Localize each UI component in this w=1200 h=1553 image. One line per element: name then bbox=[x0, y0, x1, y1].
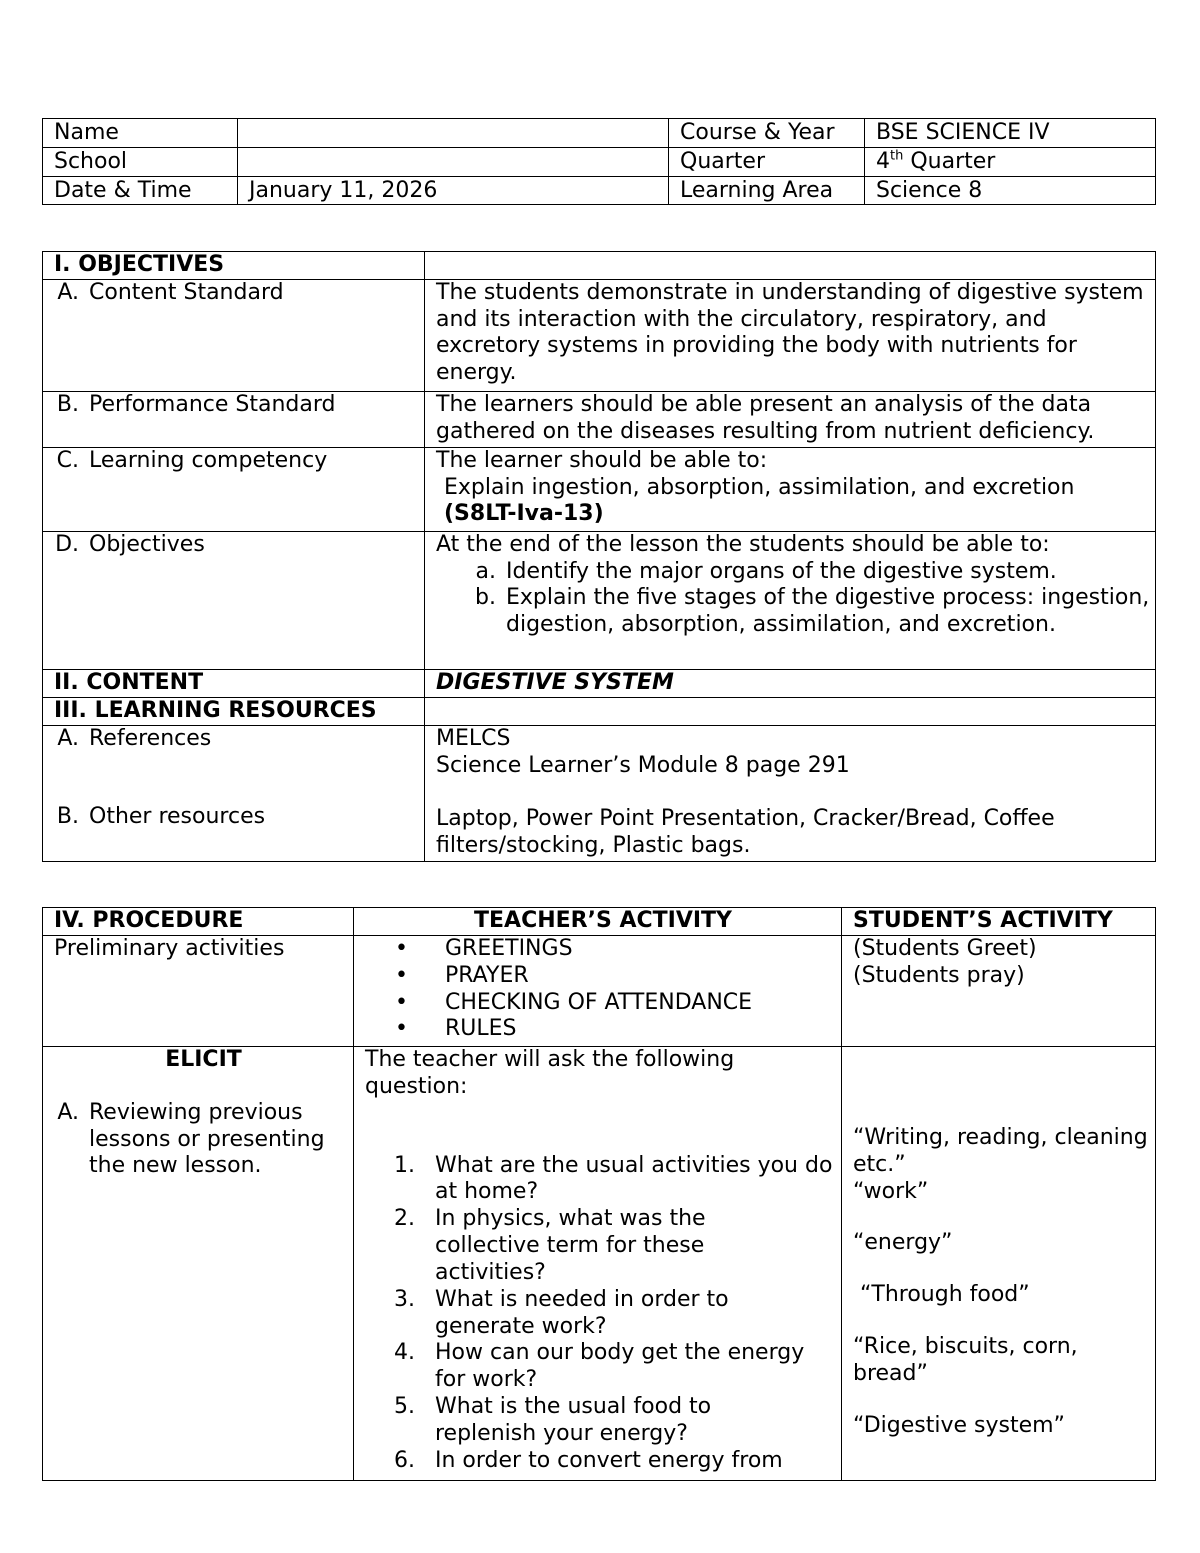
question-item bbox=[365, 1287, 841, 1341]
question-item bbox=[365, 1448, 841, 1475]
answer-1: “Writing, reading, cleaning etc.” bbox=[853, 1125, 1148, 1177]
objectives-intro: At the end of the lesson the students should be able to: bbox=[436, 531, 1050, 557]
info-row-school bbox=[43, 147, 1156, 176]
list-item bbox=[365, 1016, 841, 1043]
resources-row bbox=[43, 725, 1156, 861]
references-line1: MELCS bbox=[436, 725, 511, 751]
question-text: In order to convert energy from bbox=[435, 1447, 783, 1473]
answer-3: “energy” bbox=[853, 1230, 953, 1256]
list-item bbox=[365, 990, 841, 1017]
bullet-icon: • bbox=[395, 1016, 408, 1042]
prelim-item-text: RULES bbox=[445, 1016, 517, 1042]
procedure-col3-header: STUDENT’S ACTIVITY bbox=[853, 908, 1113, 933]
objective-a-text: Identify the major organs of the digestive system. bbox=[506, 558, 1057, 584]
competency-code: (S8LT-Iva-13) bbox=[444, 501, 604, 527]
elicit-heading: ELICIT bbox=[165, 1047, 242, 1072]
elicit-row bbox=[43, 1047, 1156, 1481]
competency-line2: Explain ingestion, absorption, assimilation, and excretion bbox=[444, 474, 1075, 500]
question-text: What are the usual activities you do at home? bbox=[435, 1152, 833, 1205]
competency-row bbox=[43, 447, 1156, 531]
other-resources-text: Laptop, Power Point Presentation, Cracker/Bread, Coffee filters/stocking, Plastic bags. bbox=[436, 806, 1055, 859]
quarter-value bbox=[865, 147, 1156, 176]
answer-4: “Through food” bbox=[860, 1282, 1030, 1308]
answer-5: “Rice, biscuits, corn, bread” bbox=[853, 1334, 1078, 1386]
name-label: Name bbox=[43, 119, 238, 148]
objective-item bbox=[436, 585, 1155, 639]
objective-b-text: Explain the five stages of the digestive process: ingestion, digestion, absorption, assimilation, and excretion. bbox=[506, 585, 1150, 638]
area-label: Learning Area bbox=[669, 176, 865, 205]
course-label: Course & Year bbox=[669, 119, 865, 148]
objective-a-marker: a. bbox=[475, 558, 496, 584]
name-value bbox=[238, 119, 669, 148]
objectives-heading-row bbox=[43, 252, 1156, 280]
content-value: DIGESTIVE SYSTEM bbox=[436, 669, 674, 695]
procedure-col1-header: IV. PROCEDURE bbox=[54, 908, 244, 933]
competency-marker: C. bbox=[56, 447, 79, 473]
list-item bbox=[365, 936, 841, 963]
elicit-a-marker: A. bbox=[57, 1099, 79, 1125]
other-resources-label: Other resources bbox=[89, 803, 266, 829]
competency-line1: The learner should be able to: bbox=[436, 447, 768, 473]
question-text: In physics, what was the collective term for these activities? bbox=[435, 1206, 706, 1285]
quarter-label: Quarter bbox=[669, 147, 865, 176]
objectives-marker: D. bbox=[55, 531, 79, 557]
question-item bbox=[365, 1153, 841, 1207]
objective-item bbox=[436, 559, 1155, 586]
content-heading: II. CONTENT bbox=[54, 669, 204, 695]
prelim-student-2: (Students pray) bbox=[853, 962, 1025, 988]
teacher-intro: The teacher will ask the following question: bbox=[365, 1047, 735, 1099]
prelim-item-text: GREETINGS bbox=[445, 936, 573, 961]
question-item bbox=[365, 1340, 841, 1394]
question-text: How can our body get the energy for work? bbox=[435, 1340, 805, 1393]
content-standard-text: The students demonstrate in understanding of digestive system and its interaction with the circulatory, respiratory, and excretory systems in providing the body with nutrients for energy. bbox=[425, 279, 1156, 391]
date-label: Date & Time bbox=[43, 176, 238, 205]
references-line2: Science Learner’s Module 8 page 291 bbox=[436, 752, 850, 778]
question-marker: 2. bbox=[394, 1206, 415, 1232]
question-text: What is the usual food to replenish your energy? bbox=[435, 1394, 712, 1446]
bullet-icon: • bbox=[395, 962, 408, 988]
references-label: References bbox=[89, 725, 212, 751]
answer-2: “work” bbox=[853, 1178, 929, 1204]
question-marker: 3. bbox=[394, 1286, 415, 1312]
content-row bbox=[43, 669, 1156, 697]
procedure-header-row bbox=[43, 908, 1156, 936]
quarter-number: 4 bbox=[876, 148, 890, 174]
objectives-label: Objectives bbox=[89, 531, 205, 557]
prelim-student-1: (Students Greet) bbox=[853, 936, 1037, 961]
procedure-table bbox=[42, 907, 1156, 1481]
prelim-item-text: CHECKING OF ATTENDANCE bbox=[445, 989, 753, 1015]
references-marker: A. bbox=[57, 725, 79, 751]
area-value: Science 8 bbox=[865, 176, 1156, 205]
resources-heading-row bbox=[43, 697, 1156, 725]
content-standard-label: Content Standard bbox=[89, 279, 284, 305]
performance-standard-text: The learners should be able present an analysis of the data gathered on the diseases resulting from nutrient deficiency. bbox=[425, 391, 1156, 447]
quarter-word: Quarter bbox=[910, 148, 996, 174]
bullet-icon: • bbox=[395, 936, 408, 961]
quarter-suffix: th bbox=[890, 148, 904, 164]
content-standard-row bbox=[43, 279, 1156, 391]
other-resources-marker: B. bbox=[56, 803, 79, 829]
date-value: January 11, 2026 bbox=[238, 176, 669, 205]
prelim-item-text: PRAYER bbox=[445, 962, 529, 988]
question-marker: 1. bbox=[394, 1152, 415, 1178]
course-value: BSE SCIENCE IV bbox=[865, 119, 1156, 148]
performance-standard-row bbox=[43, 391, 1156, 447]
question-marker: 5. bbox=[394, 1394, 415, 1420]
question-item bbox=[365, 1394, 841, 1448]
bullet-icon: • bbox=[395, 989, 408, 1015]
resources-heading: III. LEARNING RESOURCES bbox=[54, 697, 377, 723]
performance-standard-marker: B. bbox=[56, 391, 79, 417]
info-table bbox=[42, 118, 1156, 205]
question-marker: 6. bbox=[394, 1447, 415, 1473]
info-row-date bbox=[43, 176, 1156, 205]
objective-b-marker: b. bbox=[475, 585, 496, 611]
elicit-a-text: Reviewing previous lessons or presenting the new lesson. bbox=[89, 1099, 325, 1179]
competency-label: Learning competency bbox=[89, 447, 328, 473]
question-marker: 4. bbox=[394, 1340, 415, 1366]
school-value bbox=[238, 147, 669, 176]
preliminary-row bbox=[43, 936, 1156, 1047]
objectives-heading: I. OBJECTIVES bbox=[54, 252, 225, 277]
performance-standard-label: Performance Standard bbox=[89, 391, 336, 417]
list-item bbox=[365, 963, 841, 990]
objectives-row bbox=[43, 531, 1156, 669]
info-row-name bbox=[43, 119, 1156, 148]
objectives-table bbox=[42, 251, 1156, 862]
content-standard-marker: A. bbox=[57, 279, 79, 305]
question-text: What is needed in order to generate work? bbox=[435, 1286, 729, 1339]
procedure-col2-header: TEACHER’S ACTIVITY bbox=[474, 908, 732, 933]
question-item bbox=[365, 1206, 841, 1286]
preliminary-label: Preliminary activities bbox=[43, 936, 354, 1047]
answer-6: “Digestive system” bbox=[853, 1412, 1065, 1438]
school-label: School bbox=[43, 147, 238, 176]
